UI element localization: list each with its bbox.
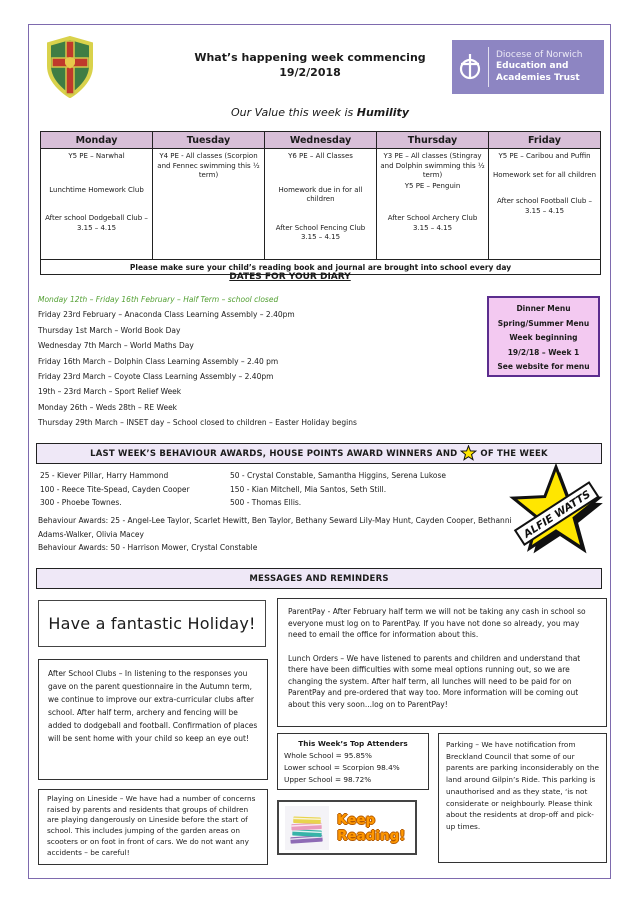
lunch-orders-paragraph: Lunch Orders – We have listened to parents and children and understand that there have been difficulties with some meal options running out, so we are changing the system. After half term, all lunches will need to be paid for on ParentPay and pre-ordered that way too. More information will be coming out about this very soon...log on to ParentPay! — [288, 653, 581, 709]
messages-banner — [36, 568, 602, 589]
diary-item: Monday 26th – Weds 28th – RE Week — [38, 402, 178, 412]
weekly-timetable — [40, 131, 601, 275]
cell-line: Y5 PE – Narwhal — [68, 152, 125, 160]
cell-line: After school Football Club – 3.15 – 4.15 — [496, 197, 593, 215]
awards-banner-text-pre: LAST WEEK’S BEHAVIOUR AWARDS, HOUSE POINTS AWARD WINNERS AND — [90, 448, 458, 459]
parentpay-box — [277, 598, 607, 727]
top-attenders-line: Lower school = Scorpion 98.4% — [284, 763, 400, 772]
lineside-box — [38, 789, 268, 865]
after-school-clubs-box — [38, 659, 268, 780]
cell-line: Y5 PE – Caribou and Puffin — [498, 152, 591, 160]
holiday-text: Have a fantastic Holiday! — [48, 614, 256, 633]
house-points-item: 300 - Phoebe Townes. — [40, 498, 122, 507]
behaviour-awards — [38, 514, 516, 555]
after-school-clubs-text: After School Clubs – In listening to the responses you gave on the parent questionnaire in the Autumn term, we continue to improve our extra-curricular clubs after school. After half term, archery and fencing will be added to dodgeball and football. Confirmation of places will be sent home with your child so keep an eye out! — [48, 669, 258, 743]
behaviour-awards-line2: Behaviour Awards: 50 - Harrison Mower, Crystal Constable — [38, 543, 258, 552]
diary-item: Thursday 29th March – INSET day – School closed to children – Easter Holiday begins — [38, 418, 357, 428]
timetable-header-row — [41, 132, 601, 149]
value-of-week — [0, 106, 640, 119]
timetable-footer-note: Please make sure your child’s reading book and journal are brought into school every day — [41, 260, 601, 275]
logo-line2: Education and — [496, 61, 569, 72]
house-points-item: 100 - Reece Tite-Spead, Cayden Cooper — [40, 484, 190, 494]
keep-reading-line1: Keep — [337, 811, 376, 828]
cell-line: Y6 PE – All Classes — [288, 152, 353, 160]
day-header-friday: Friday — [489, 132, 601, 149]
star-of-the-week-graphic — [506, 462, 608, 566]
behaviour-awards-line1: Behaviour Awards: 25 - Angel-Lee Taylor, Scarlet Hewitt, Ben Taylor, Bethany Seward Lily-May Hunt, Cayden Cooper, Bethanni Adams-Walker, Olivia Macey — [38, 516, 512, 539]
house-points-left-column — [40, 469, 190, 510]
diocese-logo — [452, 40, 604, 94]
day-header-monday: Monday — [41, 132, 153, 149]
day-header-thursday: Thursday — [377, 132, 489, 149]
house-points-item: 150 - Kian Mitchell, Mia Santos, Seth Still. — [230, 484, 387, 494]
diary-item: Monday 12th – Friday 16th February – Half Term – school closed — [38, 295, 279, 304]
cell-line: Y5 PE – Penguin — [404, 181, 461, 190]
messages-banner-text: MESSAGES AND REMINDERS — [249, 573, 389, 584]
diary-heading: DATES FOR YOUR DIARY — [229, 272, 351, 282]
timetable-cell-monday — [41, 149, 153, 260]
awards-banner-text-post: OF THE WEEK — [480, 448, 548, 459]
house-points-item: 25 - Kiever Pillar, Harry Hammond — [40, 471, 169, 480]
cell-line: Lunchtime Homework Club — [49, 185, 144, 194]
cell-line: Y4 PE - All classes (Scorpion and Fennec swimming this ½ term) — [157, 152, 260, 180]
day-header-tuesday: Tuesday — [153, 132, 265, 149]
diary-item: Friday 16th March – Dolphin Class Learning Assembly – 2.40 pm — [38, 356, 279, 366]
dinner-menu-line: See website for menu — [497, 362, 590, 372]
dinner-menu-line: Dinner Menu — [516, 304, 571, 313]
keep-reading-text — [337, 812, 405, 844]
timetable-cell-tuesday — [153, 149, 265, 260]
parentpay-paragraph: ParentPay - After February half term we will not be taking any cash in school so everyone must log on to ParentPay. If you have not done so already, you may need to email the office for information about this. — [288, 607, 586, 639]
top-attenders-line: Whole School = 95.85% — [284, 751, 372, 760]
top-attenders-line: Upper School = 98.72% — [284, 775, 372, 784]
diary-item: 19th – 23rd March – Sport Relief Week — [38, 387, 182, 397]
title-line1: What’s happening week commencing — [194, 51, 426, 64]
diary-item: Friday 23rd March – Coyote Class Learning Assembly – 2.40pm — [38, 372, 274, 382]
house-points-item: 500 - Thomas Ellis. — [230, 498, 302, 507]
lineside-text: Playing on Lineside – We have had a number of concerns raised by parents and residents that groups of children are playing dangerously on Lineside before the start of school. This includes jumping of the garden areas on scooters or on foot in front of cars. We do not want any accidents – be careful! — [47, 794, 256, 857]
cell-line: After School Fencing Club 3.15 – 4.15 — [275, 223, 366, 242]
cell-line: Y3 PE – All classes (Stingray and Dolphin swimming this ½ term) — [380, 152, 485, 180]
school-crest-icon — [46, 36, 94, 98]
timetable-body-row — [41, 149, 601, 260]
parking-text: Parking – We have notification from Breckland Council that some of our parents are parking inconsiderably on the land around Gilpin’s Ride. This parking is unauthorised and as they state, ‘is not considerate or neighbourly. Please think about the residents at drop-off and pick-up times. — [446, 740, 599, 831]
star-of-week-name: ALFIE WATTS — [521, 488, 593, 541]
diary-item: Thursday 1st March – World Book Day — [38, 325, 181, 335]
top-attenders-title: This Week’s Top Attenders — [298, 739, 408, 748]
diary-list — [38, 292, 483, 431]
awards-banner — [36, 443, 602, 464]
dinner-menu-line: 19/2/18 – Week 1 — [507, 347, 580, 357]
holiday-box — [38, 600, 266, 647]
keep-reading-box — [277, 800, 417, 855]
dinner-menu-line: Week beginning — [509, 333, 578, 343]
day-header-wednesday: Wednesday — [265, 132, 377, 149]
timetable-cell-friday — [489, 149, 601, 260]
diary-item: Wednesday 7th March – World Maths Day — [38, 341, 194, 351]
house-points-item: 50 - Crystal Constable, Samantha Higgins, Serena Lukose — [230, 471, 447, 480]
logo-line1: Diocese of Norwich — [496, 49, 583, 60]
timetable-cell-thursday — [377, 149, 489, 260]
top-attenders-box — [277, 733, 429, 790]
parking-box — [438, 733, 607, 863]
diary-item: Friday 23rd February – Anaconda Class Learning Assembly – 2.40pm — [38, 310, 295, 320]
timetable-cell-wednesday — [265, 149, 377, 260]
title-line2: 19/2/2018 — [279, 66, 341, 79]
cell-line: After school Dodgeball Club – 3.15 – 4.15 — [45, 214, 148, 232]
cell-line: After School Archery Club 3.15 – 4.15 — [387, 214, 478, 232]
dinner-menu-box — [487, 296, 600, 377]
newsletter-title — [170, 50, 450, 80]
cell-line: Homework due in for all children — [278, 185, 363, 204]
value-word: Humility — [356, 106, 409, 119]
star-icon — [460, 445, 477, 462]
diocese-logo-text — [489, 40, 604, 94]
cell-line: Homework set for all children — [492, 170, 597, 179]
dinner-menu-line: Spring/Summer Menu — [497, 318, 590, 328]
stack-of-books-icon — [285, 806, 329, 850]
cross-in-circle-icon — [452, 40, 488, 94]
keep-reading-line2: Reading! — [337, 827, 406, 844]
logo-line3: Academies Trust — [496, 72, 580, 83]
value-prefix: Our Value this week is — [230, 106, 357, 119]
house-points-right-column — [230, 469, 446, 510]
